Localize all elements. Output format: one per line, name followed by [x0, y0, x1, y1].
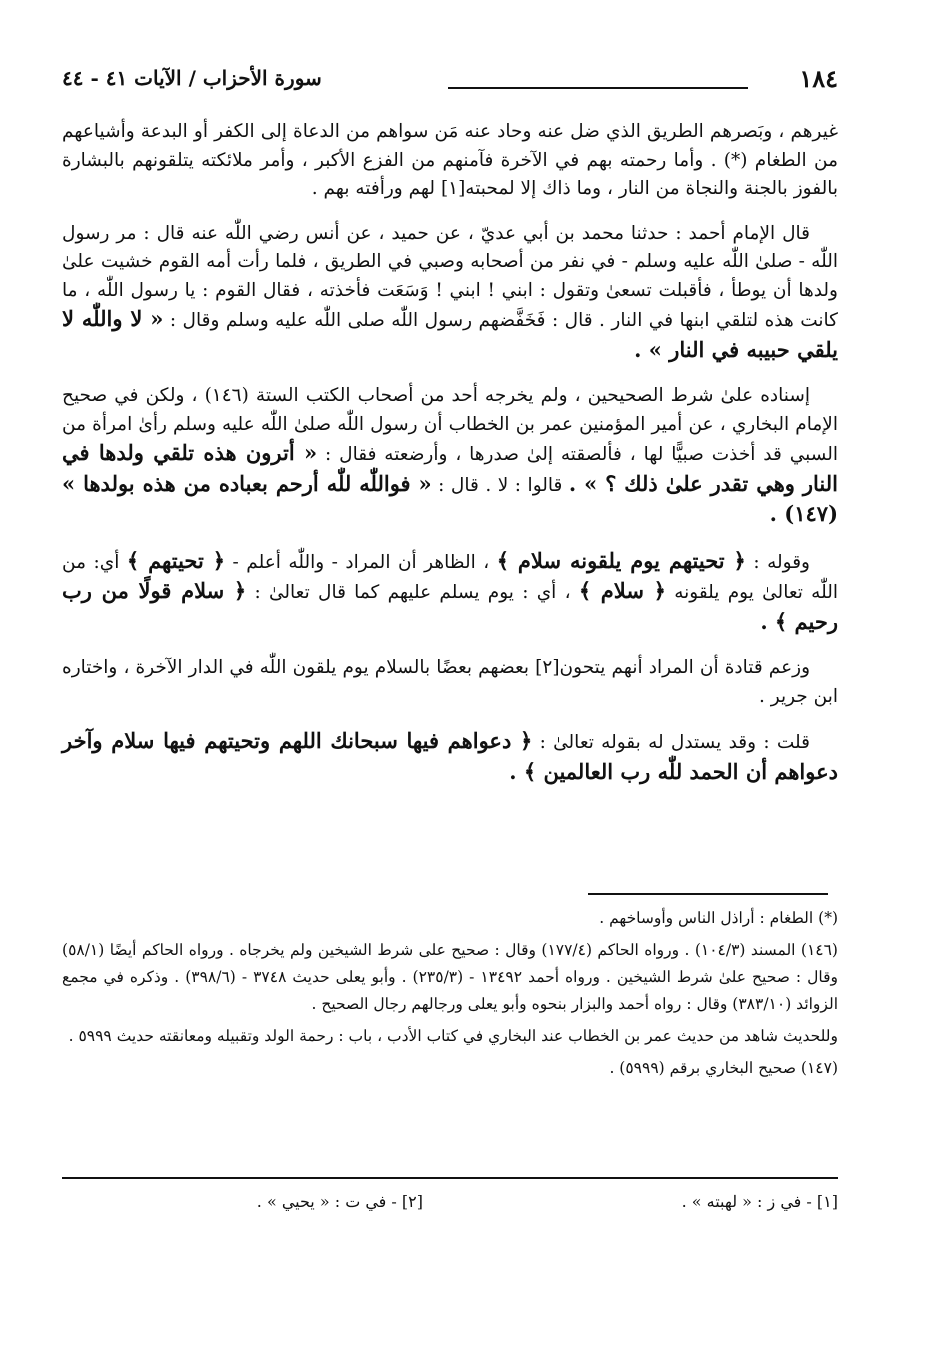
paragraph-5: وزعم قتادة أن المراد أنهم يتحون[٢] بعضهم بعضًا بالسلام يوم يلقون اللّٰه في الدار الآخرة ، واختاره ابن جرير . — [62, 657, 838, 707]
main-text — [62, 118, 838, 804]
paragraph-3-text: إسناده علىٰ شرط الصحيحين ، ولم يخرجه أحد من أصحاب الكتب الستة (١٤٦) ، ولكن في صحيح الإمام البخاري ، عن أمير المؤمنين عمر بن الخطاب أن رسول اللّٰه صلىٰ اللّٰه عليه وسلم رأىٰ امرأة من السبي قد أخذت صبيًّا لها ، فألصقته إلىٰ صدرها ، وأرضعته فقال : — [62, 385, 839, 465]
paragraph-1: غيرهم ، وبَصرهم الطريق الذي ضل عنه وحاد عنه مَن سواهم من الدعاة إلى الكفر أو البدعة وأشياعهم من الطغام (*) . وأما رحمته بهم في الآخرة فآمنهم من الفزع الأكبر ، وأمر ملائكته يتلقونهم بالبشارة بالفوز بالجنة والنجاة من النار ، وما ذاك إلا لمحبته[١] لهم ورأفته بهم . — [62, 121, 838, 199]
paragraph-3-mid: قالوا : لا . قال : — [438, 474, 563, 496]
manuscript-apparatus — [62, 1192, 838, 1222]
footnote-146-continued: وللحديث شاهد من حديث عمر بن الخطاب عند البخاري في كتاب الأدب ، باب : رحمة الولد وتقبيله ومعانقته حديث ٥٩٩٩ . — [68, 1027, 838, 1045]
quran-verse: ﴿ سلام ﴾ — [578, 578, 666, 603]
quran-verse: ﴿ تحيتهم ﴾ — [126, 547, 226, 573]
running-title: سورة الأحزاب / الآيات ٤١ - ٤٤ — [62, 66, 322, 90]
paragraph-4-text: ، أي : يوم يسلم عليهم كما قال تعالىٰ : — [254, 582, 571, 603]
quran-verse: ﴿ سلام قولًا من رب رحيم ﴾ . — [62, 578, 838, 634]
quran-verse: ﴿ تحيتهم يوم يلقونه سلام ﴾ — [496, 547, 746, 573]
paragraph-4-text: أي: من اللّٰه تعالىٰ يوم يلقونه — [62, 551, 838, 603]
page-header — [62, 62, 838, 102]
paragraph-2 — [62, 220, 838, 367]
apparatus-note-2: [٢] - في ت : « يحيي » . — [256, 1192, 423, 1211]
hadith-quote: « أترون هذه تلقي ولدها في النار وهي تقدر علىٰ ذلك ؟ » . — [62, 440, 838, 496]
footnote-separator — [588, 893, 828, 895]
page-number: ١٨٤ — [799, 64, 838, 93]
hadith-quote: « لا واللّٰه لا يلقي حبيبه في النار » . — [62, 306, 838, 362]
paragraph-4-text: وقوله : — [753, 551, 810, 573]
apparatus-note-1: [١] - في ز : « لهبته » . — [681, 1192, 838, 1211]
apparatus-separator — [62, 1177, 838, 1179]
paragraph-6-text: قلت : وقد يستدل له بقوله تعالىٰ : — [539, 732, 810, 753]
header-rule — [448, 87, 748, 89]
footnote-146: (١٤٦) المسند (١٠٤/٣) . ورواه الحاكم (١٧٧/٤) وقال : صحيح على شرط الشيخين ولم يخرجاه . ورواه الحاكم أيضًا (٥٨/١) وقال : صحيح علىٰ شرط الشيخين . ورواه أحمد ١٣٤٩٢ - (٢٣٥/٣) . وأبو يعلى حديث ٣٧٤٨ - (٣٩٨/٦) . وذكره في مجمع الزوائد (٣٨٣/١٠) وقال : رواه أحمد والبزار بنحوه وأبو يعلى ورجالهم رجال الصحيح . — [62, 941, 839, 1013]
footnote-star: (*) الطغام : أراذل الناس وأوساخهم . — [599, 909, 838, 927]
footnote-147: (١٤٧) صحيح البخاري برقم (٥٩٩٩) . — [609, 1059, 838, 1077]
paragraph-2-text: قال الإمام أحمد : حدثنا محمد بن أبي عديّ ، عن حميد ، عن أنس رضي اللّٰه عنه قال : مر رسول اللّٰه - صلىٰ اللّٰه عليه وسلم - في نفر من أصحابه وصبي في الطريق ، فلما رأت أمه القوم خشيت علىٰ ولدها أن يوطأ ، فأقبلت تسعىٰ وتقول : ابني ! ابني ! وَسَعَت فأخذته ، فقال القوم : يا رسول اللّٰه ، ما كانت هذه لتلقي ابنها في النار . قال : فَخَفَّضهم رسول اللّٰه صلى اللّٰه عليه وسلم وقال : — [62, 222, 838, 331]
paragraph-6 — [62, 727, 838, 788]
quran-verse: ﴿ دعواهم فيها سبحانك اللهم وتحيتهم فيها سلام وآخر دعواهم أن الحمد للّٰه رب العالمين ﴾ . — [62, 728, 838, 784]
paragraph-4-text: ، الظاهر أن المراد - واللّٰه أعلم - — [232, 551, 490, 573]
footnotes — [62, 905, 838, 1087]
paragraph-3 — [62, 382, 838, 531]
hadith-quote: « فواللّٰه للّٰه أرحم بعباده من هذه بولدها » (١٤٧) . — [62, 470, 838, 526]
paragraph-4 — [62, 547, 838, 639]
